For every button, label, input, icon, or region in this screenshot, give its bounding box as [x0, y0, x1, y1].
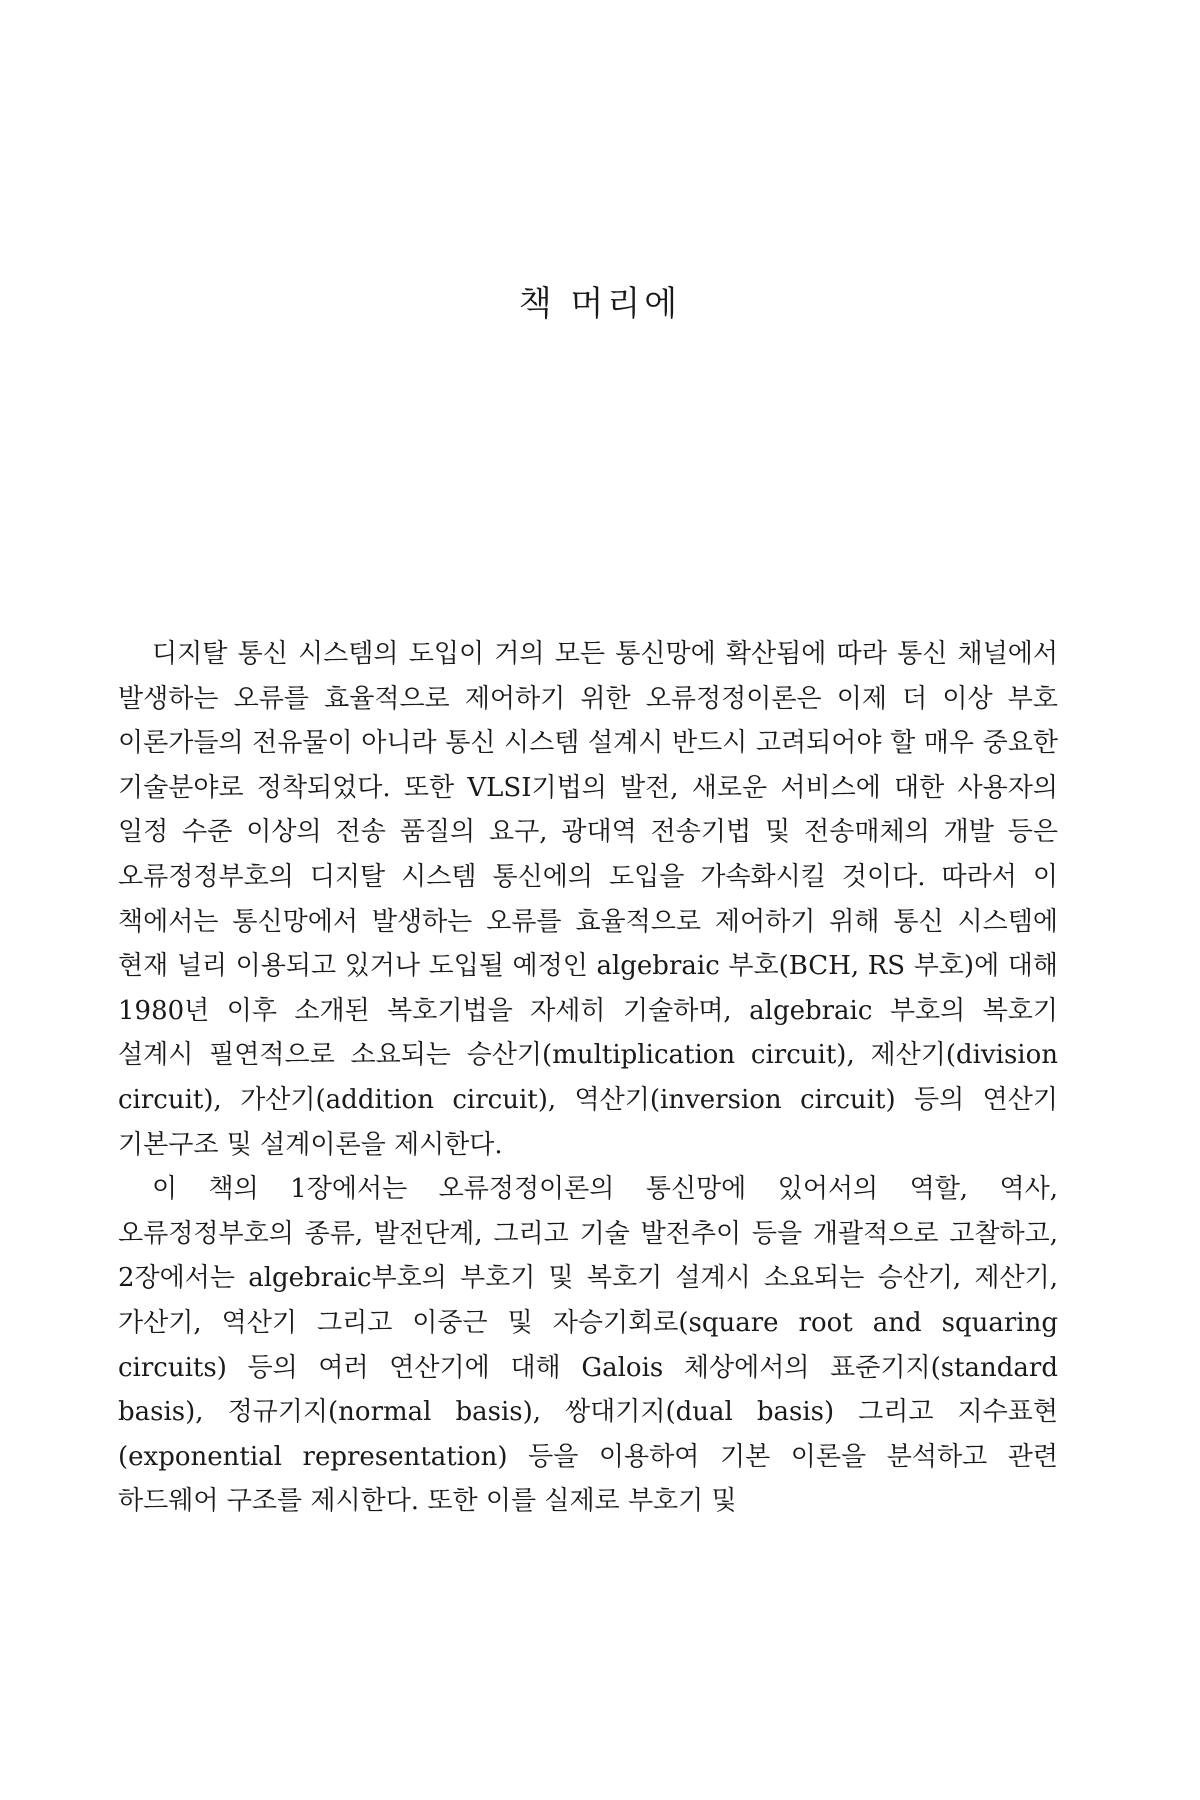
paragraph-2: 이 책의 1장에서는 오류정정이론의 통신망에 있어서의 역할, 역사, 오류정정부호의 종류, 발전단계, 그리고 기술 발전추이 등을 개괄적으로 고찰하고, 2장에서는 algebraic부호의 부호기 및 복호기 설계시 소요되는 승산기, 제산기, 가산기, 역산기 그리고 이중근 및 자승기회로(square root and squaring circuits) 등의 여러 연산기에 대해 Galois 체상에서의 표준기지(standard basis), 정규기지(normal basis), 쌍대기지(dual basis) 그리고 지수표현(exponential representation) 등을 이용하여 기본 이론을 분석하고 관련 하드웨어 구조를 제시한다. 또한 이를 실제로 부호기 및 [118, 1174, 1058, 1517]
paragraph-1: 디지탈 통신 시스템의 도입이 거의 모든 통신망에 확산됨에 따라 통신 채널에서 발생하는 오류를 효율적으로 제어하기 위한 오류정정이론은 이제 더 이상 부호 이론가들의 전유물이 아니라 통신 시스템 설계시 반드시 고려되어야 할 매우 중요한 기술분야로 정착되었다. 또한 VLSI기법의 발전, 새로운 서비스에 대한 사용자의 일정 수준 이상의 전송 품질의 요구, 광대역 전송기법 및 전송매체의 개발 등은 오류정정부호의 디지탈 시스템 통신에의 도입을 가속화시킬 것이다. 따라서 이 책에서는 통신망에서 발생하는 오류를 효율적으로 제어하기 위해 통신 시스템에 현재 널리 이용되고 있거나 도입될 예정인 algebraic 부호(BCH, RS 부호)에 대해 1980년 이후 소개된 복호기법을 자세히 기술하며, algebraic 부호의 복호기 설계시 필연적으로 소요되는 승산기(multiplication circuit), 제산기(division circuit), 가산기(addition circuit), 역산기(inversion circuit) 등의 연산기 기본구조 및 설계이론을 제시한다. [118, 639, 1058, 1160]
page-title: 책 머리에 [518, 284, 682, 324]
body-text [118, 632, 1058, 1524]
